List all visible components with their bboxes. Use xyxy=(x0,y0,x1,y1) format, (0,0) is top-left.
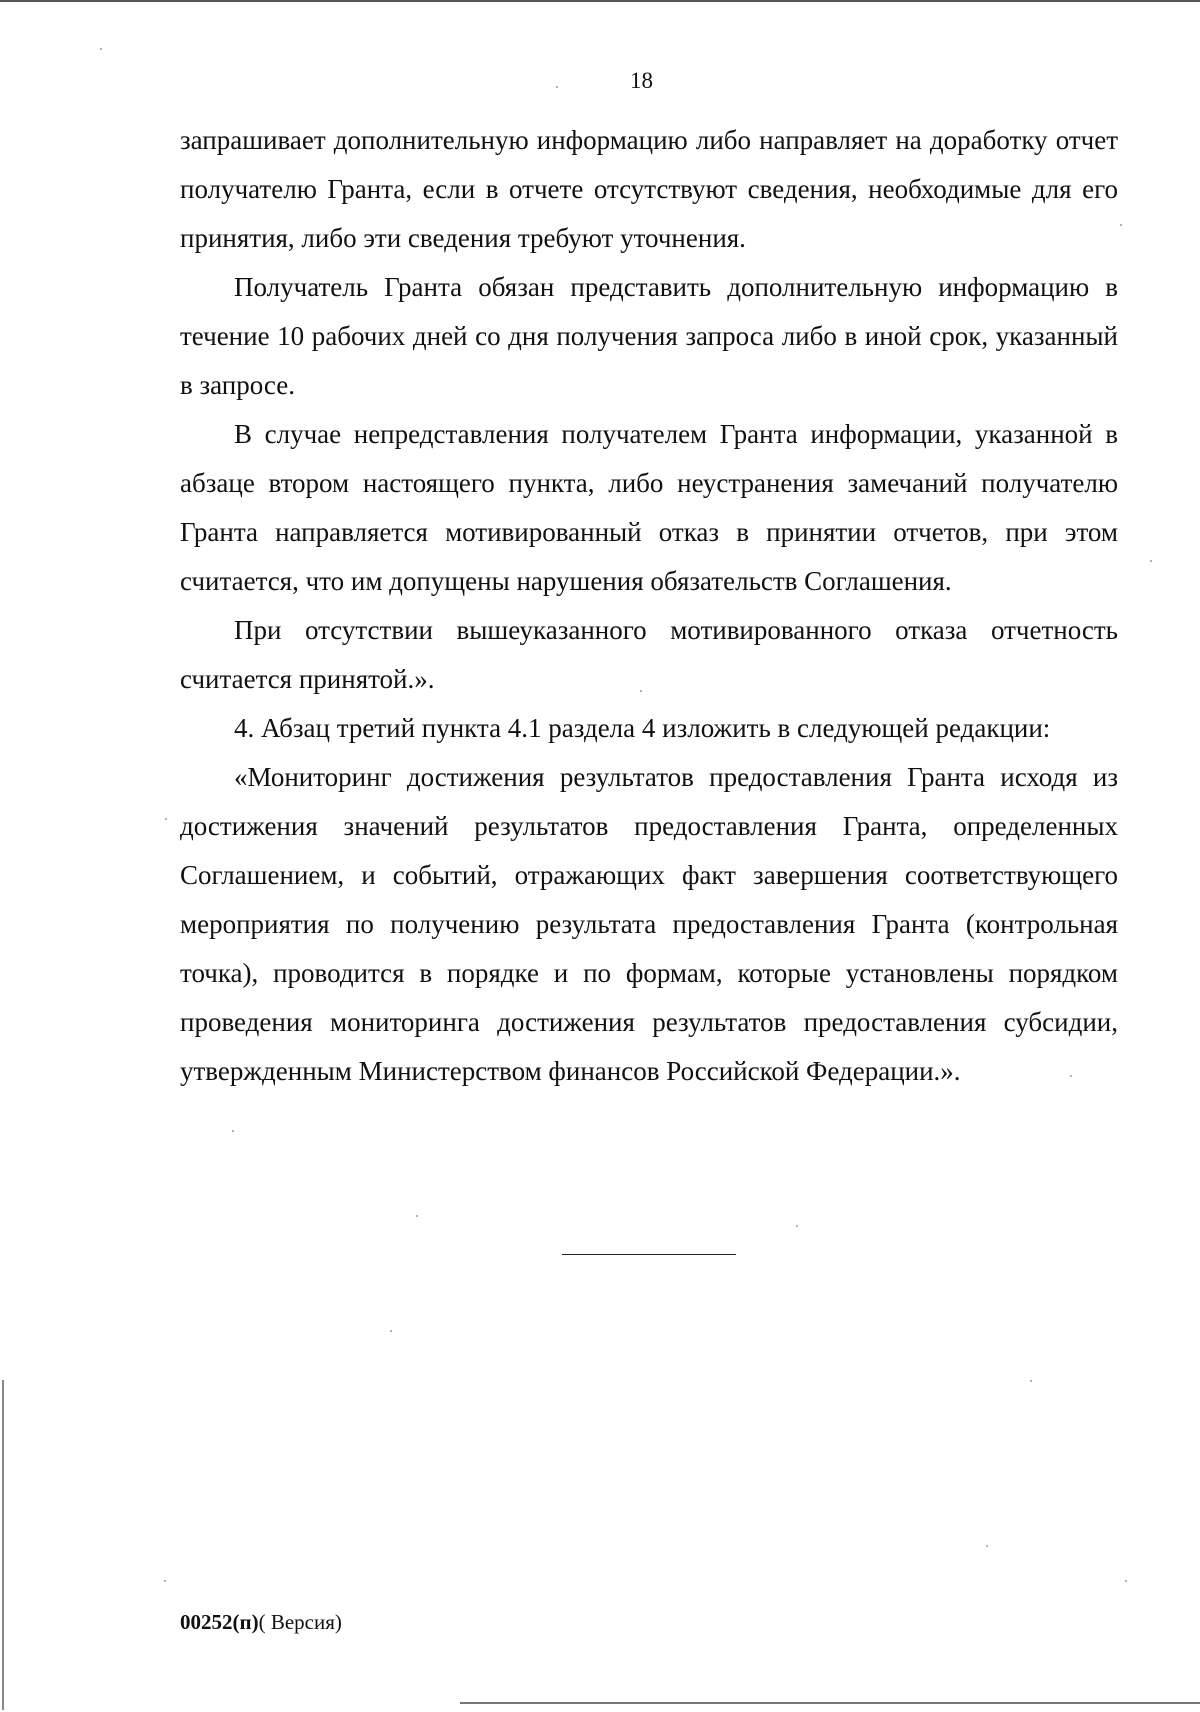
end-divider-line xyxy=(562,1254,736,1255)
scan-speck xyxy=(100,48,102,50)
scan-speck xyxy=(986,1545,988,1547)
scan-speck xyxy=(1125,1580,1127,1582)
scan-speck xyxy=(164,1580,166,1582)
scan-speck xyxy=(640,690,642,692)
scan-edge-top xyxy=(0,0,1200,2)
paragraph-quoted-text: «Мониторинг достижения результатов предоставления Гранта исходя из достижения значений результатов предоставления Гранта, определенных Соглашением, и событий, отражающих факт завершения соответствующего мероприятия по получению результата предоставления Гранта (контрольная точка), проводится в порядке и по формам, которые установлены порядком проведения мониторинга достижения результатов предоставления субсидии, утвержденным Министерством финансов Российской Федерации.». xyxy=(180,762,1118,1086)
scan-edge-left xyxy=(2,1380,4,1710)
scan-speck xyxy=(1030,1380,1032,1382)
scan-speck xyxy=(1070,1075,1072,1077)
document-body xyxy=(180,116,1118,1096)
scan-speck xyxy=(416,1215,418,1217)
scan-speck xyxy=(556,86,558,88)
footer-document-code xyxy=(180,1608,342,1636)
footer-version: ( Версия) xyxy=(258,1610,342,1634)
page-number: 18 xyxy=(630,68,653,93)
scan-speck xyxy=(1120,224,1122,226)
paragraph-amendment-item: 4. Абзац третий пункта 4.1 раздела 4 изложить в следующей редакции: xyxy=(234,713,1051,743)
scan-speck xyxy=(1150,560,1152,562)
footer-code: 00252(п) xyxy=(180,1610,259,1634)
paragraph: Получатель Гранта обязан представить дополнительную информацию в течение 10 рабочих дней со дня получения запроса либо в иной срок, указанный в запросе. xyxy=(180,272,1118,400)
scan-speck xyxy=(390,1330,392,1332)
paragraph: При отсутствии вышеуказанного мотивированного отказа отчетность считается принятой.». xyxy=(180,615,1118,694)
scan-speck xyxy=(165,818,167,820)
paragraph: В случае непредставления получателем Гранта информации, указанной в абзаце втором настоящего пункта, либо неустранения замечаний получателю Гранта направляется мотивированный отказ в принятии отчетов, при этом считается, что им допущены нарушения обязательств Соглашения. xyxy=(180,419,1118,596)
scan-speck xyxy=(232,1130,234,1132)
scan-edge-bottom xyxy=(460,1702,1200,1704)
scan-speck xyxy=(796,1225,798,1227)
paragraph-continuation: запрашивает дополнительную информацию либо направляет на доработку отчет получателю Гранта, если в отчете отсутствуют сведения, необходимые для его принятия, либо эти сведения требуют уточнения. xyxy=(180,125,1118,253)
